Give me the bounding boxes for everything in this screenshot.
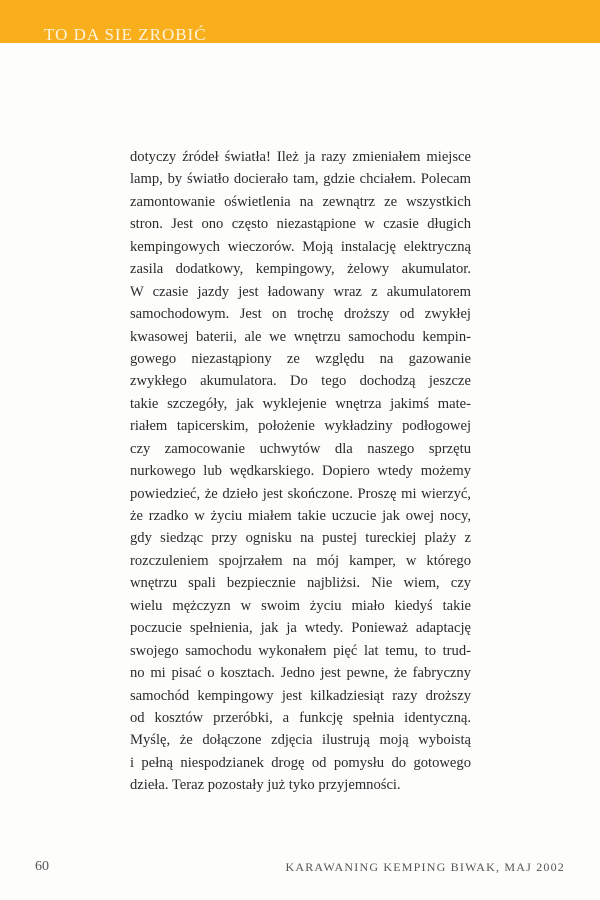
text-line: stron. Jest ono często niezastąpione w czasie długich [130, 216, 471, 233]
text-line: powiedzieć, że dzieło jest skończone. Proszę mi wierzyć, [130, 485, 471, 502]
text-line: wnętrzu spali bezpiecznie najbliżsi. Nie wiem, czy [130, 575, 471, 592]
text-line: czy zamocowanie uchwytów dla naszego sprzętu [130, 440, 471, 457]
text-line: swojego samochodu wykonałem pięć lat temu, to trud- [130, 642, 471, 659]
text-line: że rzadko w życiu miałem takie uczucie jak owej nocy, [130, 508, 471, 524]
text-line: gdy siedząc przy ognisku na pustej tureckiej plaży z [130, 530, 471, 547]
text-line: riałem tapicerskim, położenie wykładziny podłogowej [130, 418, 471, 435]
text-line: samochodowym. Jest on trochę droższy od zwykłej [130, 306, 471, 323]
text-line: poczucie spełnienia, jak ja wtedy. Ponieważ adaptację [130, 620, 471, 637]
text-line: samochód kempingowy jest kilkadziesiąt razy droższy [130, 687, 471, 704]
text-line: W czasie jazdy jest ładowany wraz z akumulatorem [130, 283, 471, 300]
text-line: no mi pisać o kosztach. Jedno jest pewne, że fabryczny [130, 665, 471, 682]
text-line: od kosztów przeróbki, a funkcję spełnia identyczną. [130, 709, 471, 726]
section-title: TO DA SIE ZROBIĆ [44, 25, 207, 44]
text-line: zamontowanie oświetlenia na zewnątrz ze wszystkich [130, 193, 471, 210]
text-line: takie szczegóły, jak wyklejenie wnętrza jakimś mate- [130, 395, 471, 412]
text-line: lamp, by światło docierało tam, gdzie chciałem. Polecam [130, 171, 471, 188]
text-line: rozczuleniem spojrzałem na mój kamper, w którego [130, 552, 471, 569]
text-line: dotyczy źródeł światła! Ileż ja razy zmieniałem miejsce [130, 149, 471, 165]
text-line: kwasowej baterii, ale we wnętrzu samochodu kempin- [130, 328, 471, 345]
page-number: 60 [35, 859, 49, 874]
text-line: Myślę, że dołączone zdjęcia ilustrują moją wyboistą [130, 732, 471, 749]
text-line: kempingowych wieczorów. Moją instalację elektryczną [130, 238, 471, 255]
publication-footer: KARAWANING KEMPING BIWAK, MAJ 2002 [285, 860, 565, 874]
text-line: nurkowego lub wędkarskiego. Dopiero wtedy możemy [130, 463, 471, 480]
text-line: gowego niezastąpiony ze względu na gazowanie [130, 350, 471, 367]
article-body [130, 146, 471, 797]
text-line: dzieła. Teraz pozostały już tyko przyjemności. [130, 777, 401, 794]
text-line: zwykłego akumulatora. Do tego dochodzą jeszcze [130, 373, 471, 390]
text-line: i pełną niespodzianek drogę od pomysłu do gotowego [130, 754, 471, 771]
text-line: zasila dodatkowy, kempingowy, żelowy akumulator. [130, 261, 471, 278]
text-line: wielu mężczyzn w swoim życiu miało kiedyś takie [130, 597, 471, 614]
